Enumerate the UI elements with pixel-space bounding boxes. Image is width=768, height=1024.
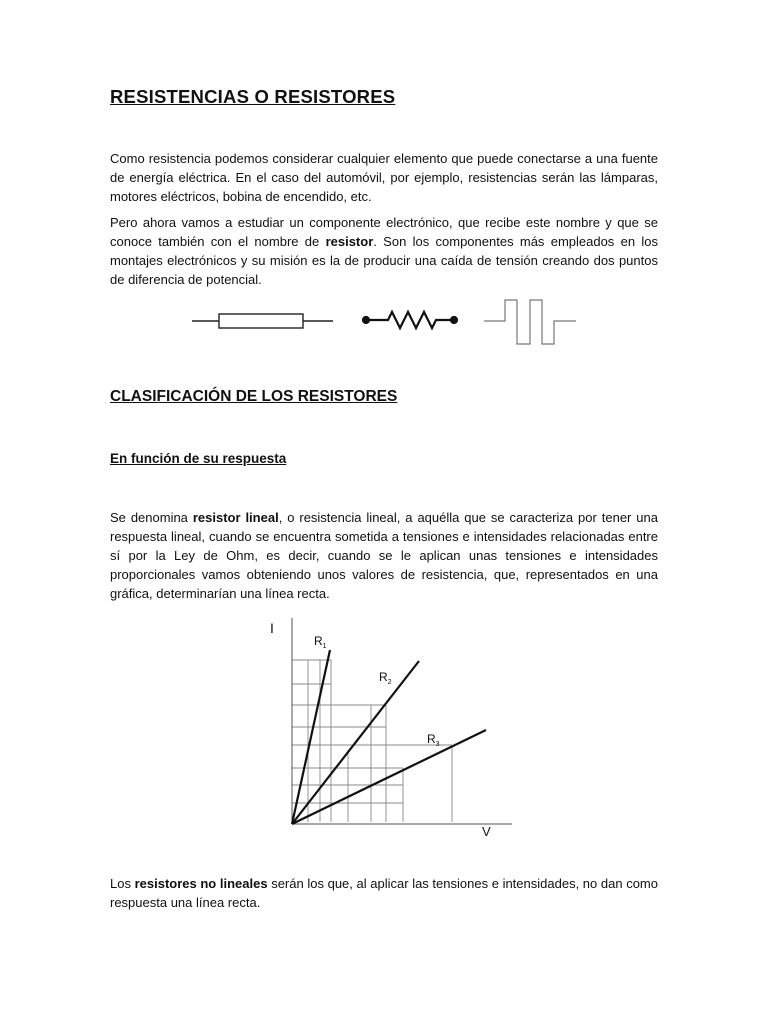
y-axis-label: I (270, 620, 274, 636)
line-r3 (292, 730, 486, 824)
label-r2-sub: 2 (387, 679, 392, 686)
section-title: CLASIFICACIÓN DE LOS RESISTORES (110, 388, 398, 405)
label-r1-main: R (314, 634, 323, 648)
p2-text-after: . Son los componentes más empleados en los montajes electrónicos y su misión es la de producir una caída de tensión creando dos puntos de diferencia de potencial. (110, 234, 658, 287)
graph-gridlines (292, 660, 452, 822)
intro-paragraph-1: Como resistencia podemos considerar cualquier elemento que puede conectarse a una fuente de energía eléctrica. En el caso del automóvil, por ejemplo, resistencias serán las lámparas, motores eléctricos, bobina de encendido, etc. (110, 151, 658, 204)
label-r2 (379, 670, 392, 686)
resistor-squarewave-symbol (484, 300, 576, 344)
label-r1 (314, 634, 327, 650)
graph-lines (292, 650, 486, 824)
p2-text-before: Pero ahora vamos a estudiar un componente electrónico, que recibe este nombre y que se conoce también con el nombre de (110, 215, 658, 249)
label-r3-main: R (427, 732, 436, 746)
x-axis-label: V (482, 824, 491, 839)
line-r2 (292, 661, 419, 824)
p3-text-after: , o resistencia lineal, a aquélla que se caracteriza por tener una respuesta lineal, cuando se encuentra sometida a tensiones e intensidades relacionadas entre sí por la Ley de Ohm, es decir, cuando se le aplican unas tensiones e intensidades proporcionales vamos obteniendo unos valores de resistencia, que, representados en una gráfica, determinarían una línea recta. (110, 510, 658, 601)
p3-bold-term: resistor lineal (192, 510, 279, 525)
section-subtitle: En función de su respuesta (110, 451, 287, 466)
p4-text-after: serán los que, al aplicar las tensiones e intensidades, no dan como respuesta una línea recta. (110, 876, 658, 910)
label-r3 (427, 732, 440, 748)
page-title: RESISTENCIAS O RESISTORES (110, 86, 396, 107)
iv-graph (270, 618, 512, 839)
label-r3-sub: 3 (435, 741, 440, 748)
nonlinear-paragraph (110, 874, 658, 912)
resistor-zigzag-symbol (363, 312, 457, 328)
intro-paragraph-2 (110, 213, 658, 289)
p4-bold-term: resistores no lineales (134, 876, 268, 891)
p2-bold-term: resistor (325, 234, 374, 249)
graph-axes (292, 618, 512, 824)
label-r2-main: R (379, 670, 388, 684)
line-r1 (292, 650, 330, 824)
label-r1-sub: 1 (322, 643, 327, 650)
resistor-box-symbol (192, 314, 333, 328)
p3-text-before: Se denomina (110, 510, 193, 525)
p4-text-before: Los (110, 876, 135, 891)
linear-paragraph (110, 508, 658, 603)
